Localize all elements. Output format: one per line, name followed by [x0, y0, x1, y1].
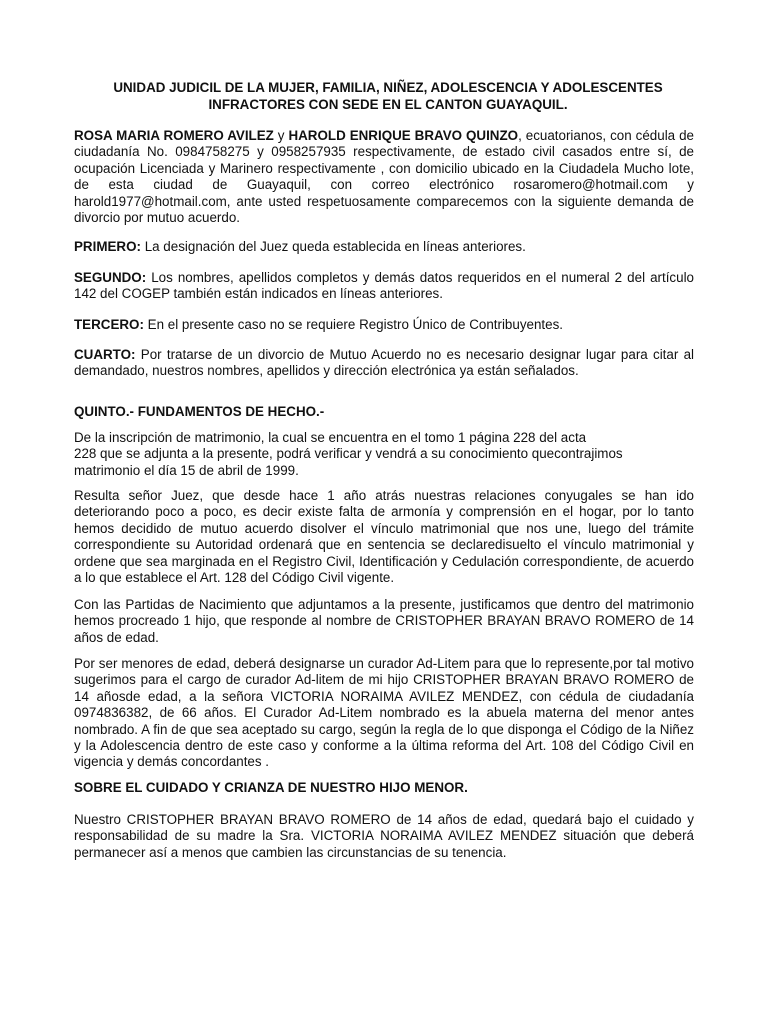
document-heading: [70, 80, 706, 113]
primero-label: PRIMERO:: [74, 239, 141, 254]
quinto-paragraph-1: [74, 430, 694, 479]
intro-paragraph: [74, 128, 694, 226]
cuarto-text: Por tratarse de un divorcio de Mutuo Acuerdo no es necesario designar lugar para citar al demandado, nuestros nombres, apellidos y dirección electrónica ya están señalados.: [74, 347, 694, 379]
primero-paragraph: [74, 239, 694, 255]
heading-line-1: UNIDAD JUDICIL DE LA MUJER, FAMILIA, NIÑEZ, ADOLESCENCIA Y ADOLESCENTES: [113, 80, 663, 95]
cuarto-paragraph: [74, 347, 694, 380]
tercero-text: En el presente caso no se requiere Registro Único de Contribuyentes.: [143, 317, 564, 332]
quinto-title: QUINTO.- FUNDAMENTOS DE HECHO.-: [74, 404, 325, 419]
quinto-p1-line-3: matrimonio el día 15 de abril de 1999.: [74, 462, 299, 478]
segundo-text: Los nombres, apellidos completos y demás datos requeridos en el numeral 2 del artículo 142 del COGEP también están indicados en líneas anteriores.: [74, 270, 694, 302]
quinto-paragraph-4: Por ser menores de edad, deberá designarse un curador Ad-Litem para que lo represente,por tal motivo sugerimos para el cargo de curador Ad-litem de mi hijo CRISTOPHER BRAYAN BRAVO ROMERO de 14 añosde edad, a la señora VICTORIA NORAIMA AVILEZ MENDEZ, con cédula de ciudadanía 0974836382, de 66 años. El Curador Ad-Litem nombrado es la abuela materna del menor antes nombrado. A fin de que sea aceptado su cargo, según la regla de lo que disponga el Código de la Niñez y la Adolescencia dentro de este caso y conforme a la última reforma del Art. 108 del Código Civil en vigencia y demás concordantes .: [74, 656, 694, 770]
quinto-paragraph-2: Resulta señor Juez, que desde hace 1 año atrás nuestras relaciones conyugales se han ido deteriorando poco a poco, es decir existe falta de armonía y comprensión en el hogar, por lo tanto hemos decidido de mutuo acuerdo disolver el vínculo matrimonial que nos une, luego del trámite correspondiente su Autoridad ordenará que en sentencia se declaredisuelto el vínculo matrimonial y ordene que sea marginada en el Registro Civil, Identificación y Cedulación correspondiente, de acuerdo a lo que establece el Art. 128 del Código Civil vigente.: [74, 488, 694, 586]
intro-connector: y: [273, 128, 289, 143]
quinto-p1-line-2: 228 que se adjunta a la presente, podrá verificar y vendrá a su conocimiento quecontrajimos: [74, 446, 623, 462]
petitioner-name-2: HAROLD ENRIQUE BRAVO QUINZO: [288, 128, 519, 143]
segundo-paragraph: [74, 270, 694, 303]
cuarto-label: CUARTO:: [74, 347, 136, 362]
cuidado-paragraph: Nuestro CRISTOPHER BRAYAN BRAVO ROMERO de 14 años de edad, quedará bajo el cuidado y responsabilidad de su madre la Sra. VICTORIA NORAIMA AVILEZ MENDEZ situación que deberá permanecer así a menos que cambien las circunstancias de su tenencia.: [74, 812, 694, 860]
quinto-paragraph-3: Con las Partidas de Nacimiento que adjuntamos a la presente, justificamos que dentro del matrimonio hemos procreado 1 hijo, que responde al nombre de CRISTOPHER BRAYAN BRAVO ROMERO de 14 años de edad.: [74, 597, 694, 645]
tercero-paragraph: [74, 317, 694, 333]
segundo-label: SEGUNDO:: [74, 270, 147, 285]
quinto-p1-line-1: De la inscripción de matrimonio, la cual se encuentra en el tomo 1 página 228 del acta: [74, 430, 587, 445]
heading-line-2: INFRACTORES CON SEDE EN EL CANTON GUAYAQUIL.: [208, 96, 568, 112]
primero-text: La designación del Juez queda establecida en líneas anteriores.: [140, 239, 526, 254]
cuidado-title: SOBRE EL CUIDADO Y CRIANZA DE NUESTRO HIJO MENOR.: [74, 780, 468, 795]
intro-text: , ecuatorianos, con cédula de ciudadanía No. 0984758275 y 0958257935 respectivamente, de estado civil casados entre sí, de ocupación Licenciada y Marinero respectivamente , con domicilio ubicado en la Ciudadela Mucho lote, de esta ciudad de Guayaquil, con correo electrónico rosaromero@hotmail.com y harold1977@hotmail.com, ante usted respetuosamente comparecemos con la siguiente demanda de divorcio por mutuo acuerdo.: [74, 128, 694, 226]
tercero-label: TERCERO:: [74, 317, 144, 332]
petitioner-name-1: ROSA MARIA ROMERO AVILEZ: [74, 128, 274, 143]
